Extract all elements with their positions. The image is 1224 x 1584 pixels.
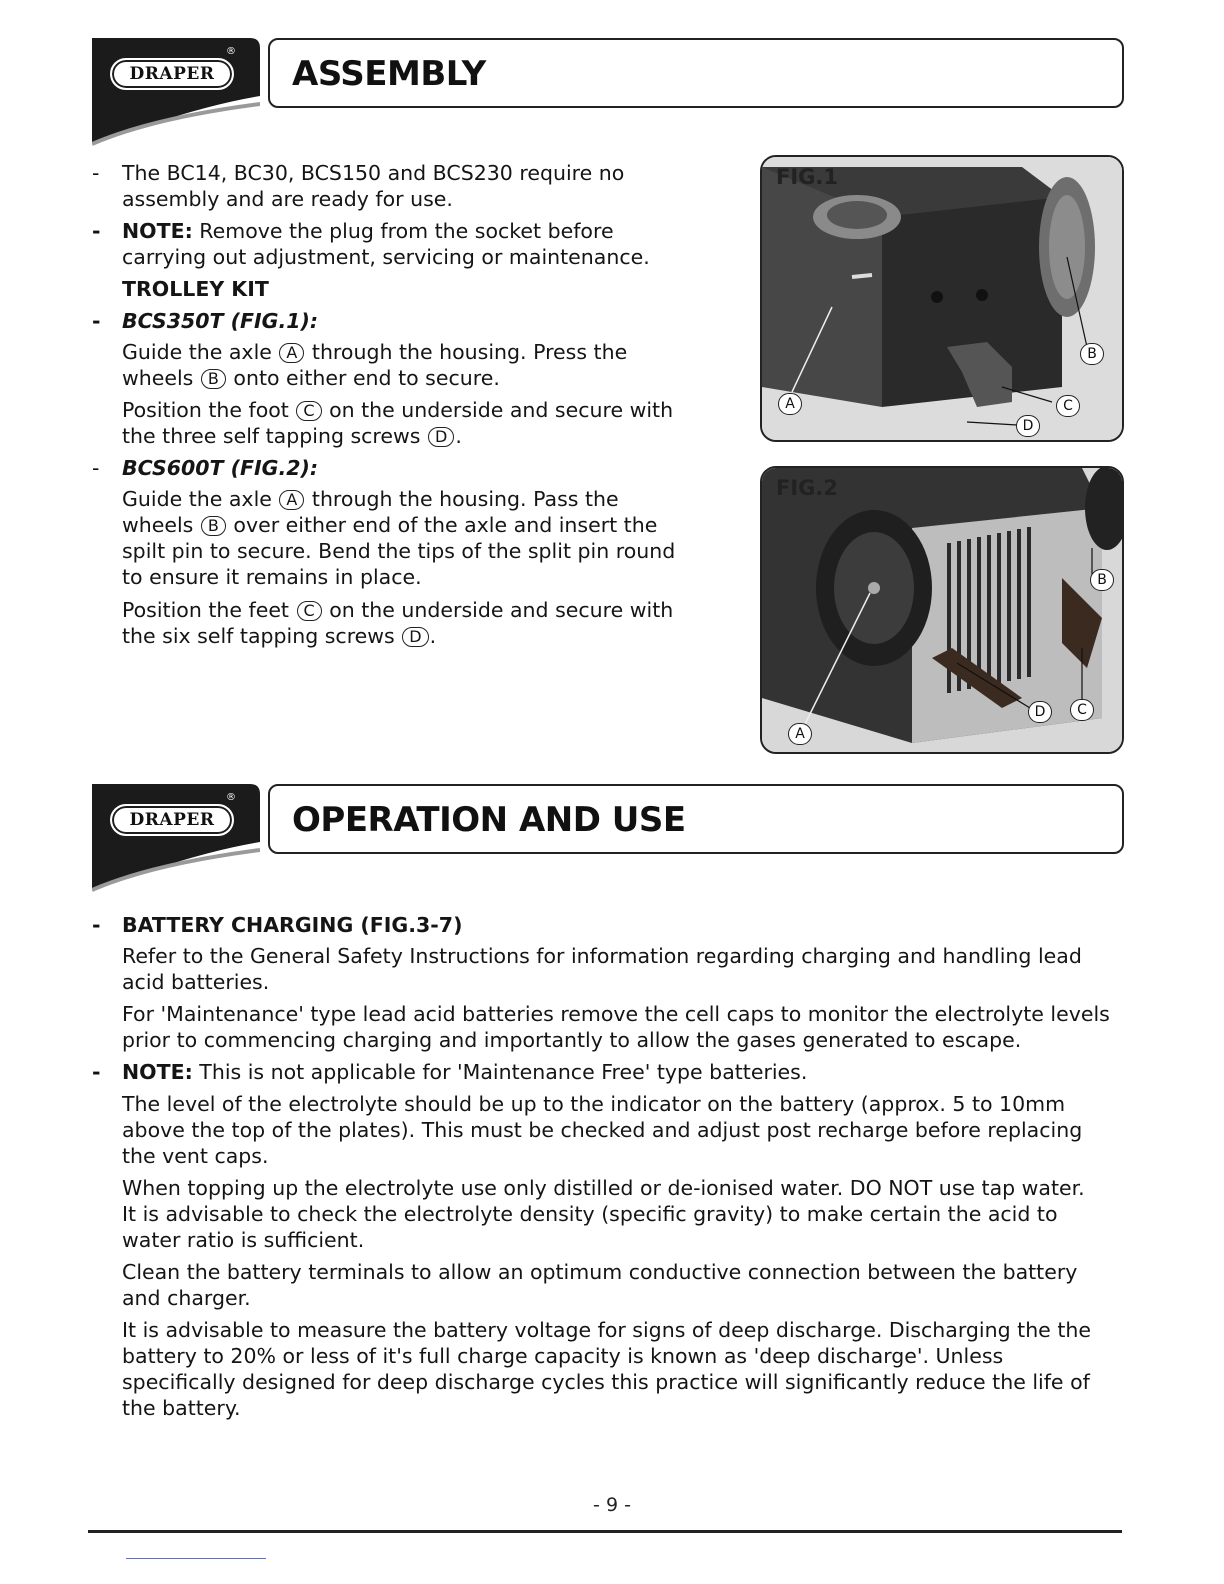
footer-rule — [88, 1530, 1122, 1533]
text-span: Guide the axle — [122, 340, 272, 364]
text-span: . — [455, 424, 462, 448]
callout-c-inline: C — [296, 401, 321, 421]
fig2-callout-b: B — [1090, 569, 1114, 591]
bullet-dash: - — [92, 1060, 101, 1084]
callout-b-inline: B — [201, 369, 226, 389]
callout-c-inline: C — [297, 601, 322, 621]
text-span: wheels — [122, 513, 194, 537]
op-p3-line3: the vent caps. — [122, 1144, 269, 1168]
draper-logo-block — [92, 38, 260, 136]
op-p4-line2: It is advisable to check the electrolyte density (specific gravity) to make certain the acid to — [122, 1202, 1058, 1226]
callout-d-inline: D — [402, 627, 428, 647]
fig1-callout-c: C — [1056, 395, 1080, 417]
callout-a-inline: A — [279, 490, 304, 510]
draper-logo-text: DRAPER — [129, 810, 215, 830]
bcs600t-p2-line1 — [122, 597, 673, 623]
bullet-dash: - — [92, 219, 101, 243]
assembly-line2: assembly and are ready for use. — [122, 187, 453, 211]
bullet-dash: - — [92, 913, 101, 937]
op-note — [122, 1059, 807, 1085]
fig2-label: FIG.2 — [776, 476, 838, 500]
op-p5-line1: Clean the battery terminals to allow an optimum conductive connection between the battery — [122, 1260, 1078, 1284]
assembly-title: ASSEMBLY — [292, 54, 486, 94]
fig2-callout-c: C — [1070, 699, 1094, 721]
text-span: on the underside and secure with — [329, 598, 674, 622]
registered-mark: ® — [226, 46, 236, 57]
text-span: Guide the axle — [122, 487, 272, 511]
operation-title-box — [268, 784, 1124, 854]
note-label: NOTE: — [122, 219, 193, 243]
fig1-callout-b: B — [1080, 343, 1104, 365]
op-p4-line1: When topping up the electrolyte use only distilled or de-ionised water. DO NOT use tap water. — [122, 1176, 1085, 1200]
assembly-line1: The BC14, BC30, BCS150 and BCS230 require no — [122, 161, 625, 185]
fig1-callout-d: D — [1016, 415, 1040, 437]
draper-logo — [110, 804, 234, 836]
op-p6-line3: specifically designed for deep discharge cycles this practice will significantly reduce the life of — [122, 1370, 1090, 1394]
battery-charging-heading: BATTERY CHARGING (FIG.3-7) — [122, 913, 463, 937]
draper-logo-block — [92, 784, 260, 882]
fig2-callout-a: A — [788, 723, 812, 745]
bcs600t-p1-line1 — [122, 486, 619, 512]
draper-logo-text: DRAPER — [129, 64, 215, 84]
text-span: through the housing. Press the — [311, 340, 628, 364]
bcs600t-p1-line4: to ensure it remains in place. — [122, 565, 422, 589]
text-span: through the housing. Pass the — [311, 487, 619, 511]
text-span: on the underside and secure with — [329, 398, 674, 422]
fig1-label: FIG.1 — [776, 165, 838, 189]
text-span: . — [429, 624, 437, 648]
bcs600t-p1-line2 — [122, 512, 657, 538]
bullet-dash: - — [92, 161, 100, 185]
bcs600t-p1-line3: spilt pin to secure. Bend the tips of the split pin round — [122, 539, 676, 563]
callout-b-inline: B — [201, 516, 226, 536]
text-span: the six self tapping screws — [122, 624, 395, 648]
callout-a-inline: A — [279, 343, 304, 363]
note-text: Remove the plug from the socket before — [192, 219, 614, 243]
text-span: the three self tapping screws — [122, 424, 421, 448]
bcs350t-p1-line2 — [122, 365, 500, 391]
text-span: over either end of the axle and insert the — [233, 513, 658, 537]
op-p4-line3: water ratio is sufficient. — [122, 1228, 365, 1252]
trolley-kit-heading: TROLLEY KIT — [122, 277, 269, 301]
bcs600t-heading: BCS600T (FIG.2): — [122, 456, 319, 480]
op-p6-line2: battery to 20% or less of it's full charge capacity is known as 'deep discharge'. Unless — [122, 1344, 1004, 1368]
op-p6-line4: the battery. — [122, 1396, 241, 1420]
text-span: Position the feet — [122, 598, 289, 622]
op-p1-line1: Refer to the General Safety Instructions for information regarding charging and handling lead — [122, 944, 1082, 968]
text-span: onto either end to secure. — [233, 366, 500, 390]
op-p3-line2: above the top of the plates). This must be checked and adjust post recharge before replacing — [122, 1118, 1083, 1142]
bcs350t-p1-line1 — [122, 339, 627, 365]
op-p3-line1: The level of the electrolyte should be up to the indicator on the battery (approx. 5 to 10mm — [122, 1092, 1066, 1116]
page-number: - 9 - — [593, 1494, 631, 1516]
registered-mark: ® — [226, 792, 236, 803]
op-p6-line1: It is advisable to measure the battery voltage for signs of deep discharge. Discharging the the — [122, 1318, 1091, 1342]
note-text: This is not applicable for 'Maintenance Free' type batteries. — [192, 1060, 808, 1084]
fig2-callout-d: D — [1028, 701, 1052, 723]
draper-logo — [110, 58, 234, 90]
bcs350t-p2-line1 — [122, 397, 673, 423]
assembly-title-box — [268, 38, 1124, 108]
assembly-note-line2: carrying out adjustment, servicing or maintenance. — [122, 245, 650, 269]
bcs350t-heading: BCS350T (FIG.1): — [122, 309, 319, 333]
figure-2 — [760, 466, 1124, 754]
op-p2-line2: prior to commencing charging and importantly to allow the gases generated to escape. — [122, 1028, 1022, 1052]
bcs600t-p2-line2 — [122, 623, 436, 649]
operation-title: OPERATION AND USE — [292, 800, 686, 840]
footer-link-underline[interactable] — [126, 1558, 266, 1559]
bullet-dash: - — [92, 456, 100, 480]
figure-1 — [760, 155, 1124, 442]
text-span: Position the foot — [122, 398, 289, 422]
op-p2-line1: For 'Maintenance' type lead acid batteries remove the cell caps to monitor the electrolyte levels — [122, 1002, 1110, 1026]
bcs350t-p2-line2 — [122, 423, 462, 449]
text-span: wheels — [122, 366, 194, 390]
callout-d-inline: D — [428, 427, 454, 447]
assembly-note — [122, 218, 614, 244]
op-p5-line2: and charger. — [122, 1286, 251, 1310]
bullet-dash: - — [92, 309, 101, 333]
note-label: NOTE: — [122, 1060, 193, 1084]
fig1-callout-a: A — [778, 393, 802, 415]
op-p1-line2: acid batteries. — [122, 970, 270, 994]
